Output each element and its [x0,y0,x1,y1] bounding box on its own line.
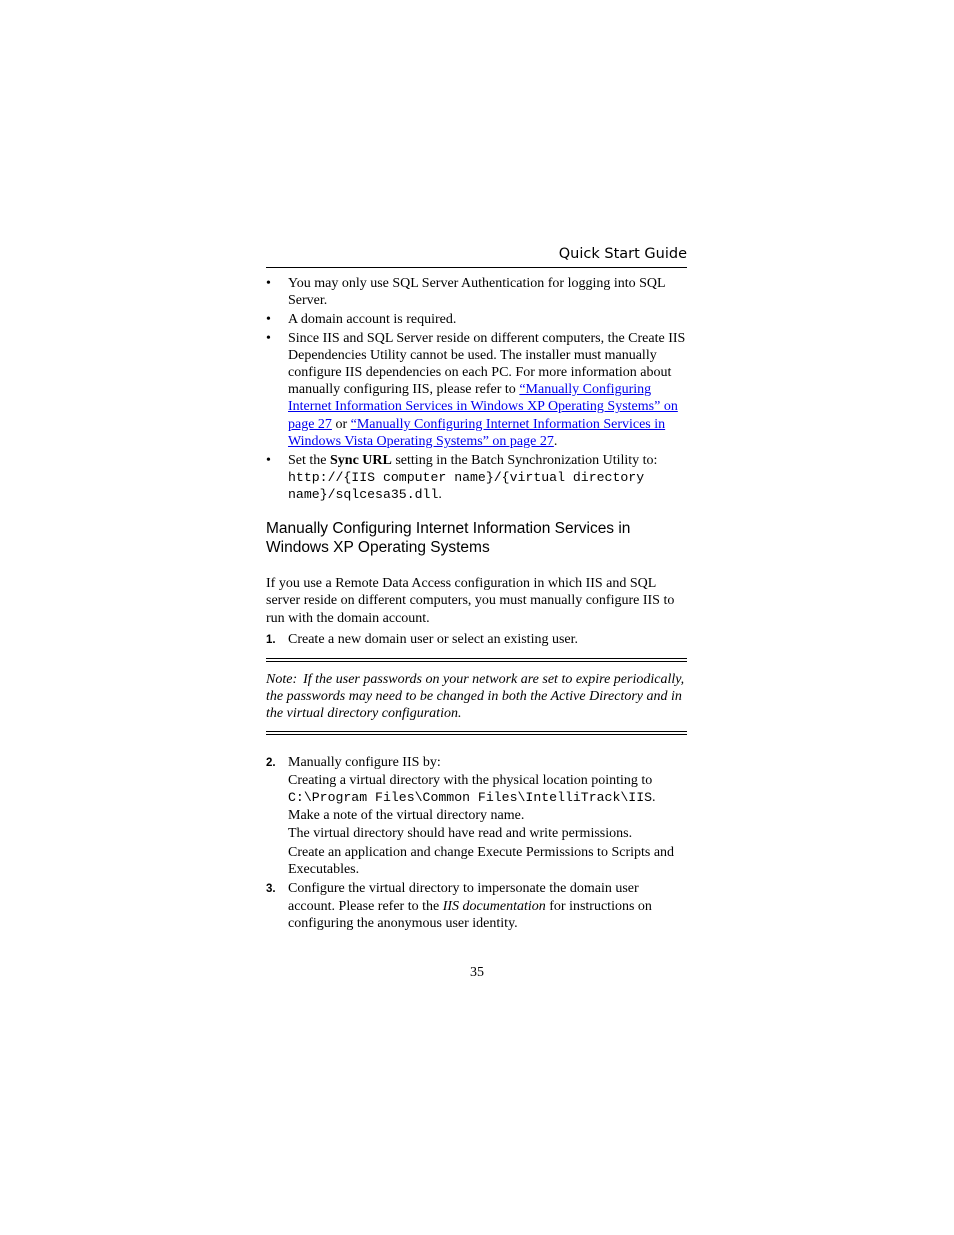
sync-url-code: http://{IIS computer name}/{virtual directory name}/sqlcesa35.dll [288,469,645,502]
page-content [266,244,687,932]
step-text: for instructions on configuring the anonymous user identity. [288,898,652,931]
bullet-icon: • [266,311,271,327]
header-rule [266,267,687,268]
link-xp-configuration[interactable]: “Manually Configuring Internet Information Services in Windows XP Operating Systems” on page 27 [288,382,678,432]
step-number: 2. [266,756,276,769]
list-item [266,311,687,328]
step-subitem-text: Creating a virtual directory with the physical location pointing to [288,773,653,789]
bullet-text: You may only use SQL Server Authentication for logging into SQL Server. [288,276,666,309]
sync-url-label: Sync URL [330,452,392,468]
step-subitem [288,772,687,806]
step-number: 1. [266,633,276,646]
bullet-icon: • [266,276,271,291]
list-item [266,452,687,504]
note-box [266,658,687,735]
running-header: Quick Start Guide [558,246,687,262]
bullet-text-connector: or [331,416,351,432]
step-subitem: The virtual directory should have read and write permissions. [288,826,633,842]
bullet-text: A domain account is required. [288,311,457,327]
step-text: Configure the virtual directory to impersonate the domain user account. Please refer to the [288,881,639,914]
step-subitem: Create an application and change Execute Permissions to Scripts and Executables. [288,845,675,878]
bullet-icon: • [266,330,271,346]
page-number: 35 [470,965,484,980]
bullet-text: Since IIS and SQL Server reside on different computers, the Create IIS Dependencies Utility cannot be used. The installer must manually configure IIS dependencies on each PC. For more information about manually configuring IIS, please refer to [288,330,686,398]
step-subitem: Make a note of the virtual directory name. [288,807,525,823]
iis-documentation-reference: IIS documentation [442,898,546,914]
note [266,671,687,723]
section-heading: Manually Configuring Internet Information Services in Windows XP Operating Systems [266,520,631,556]
list-item [266,275,687,309]
step-number: 3. [266,883,276,896]
requirements-list [266,275,687,503]
list-item [266,330,687,450]
step-text: Create a new domain user or select an existing user. [288,631,579,647]
bullet-text-end: . [553,433,558,449]
note-rule-top [266,658,687,662]
bullet-icon: • [266,452,271,468]
bullet-text: setting in the Batch Synchronization Utility to: [391,452,658,468]
step-text: Manually configure IIS by: [288,754,441,770]
link-vista-configuration[interactable]: “Manually Configuring Internet Information Services in Windows Vista Operating Systems” on page 27 [288,416,666,449]
steps-list [266,631,687,648]
bullet-text-end: . [438,486,442,502]
bullet-text: Set the [288,452,330,468]
steps-list-continued [266,754,687,933]
note-text: If the user passwords on your network are set to expire periodically, the passwords may need to be changed in both the Active Directory and in the virtual directory configuration. [266,671,685,722]
step-item [266,631,687,648]
step-subitem-end: . [652,790,656,806]
step-item [266,754,687,879]
section-intro: If you use a Remote Data Access configuration in which IIS and SQL server reside on different computers, you must manually configure IIS to run with the domain account. [266,576,675,626]
step-item [266,880,687,932]
iis-path-code: C:\Program Files\Common Files\IntelliTrack\IIS [288,790,653,806]
note-label: Note: [266,671,298,687]
note-rule-bottom [266,731,687,735]
